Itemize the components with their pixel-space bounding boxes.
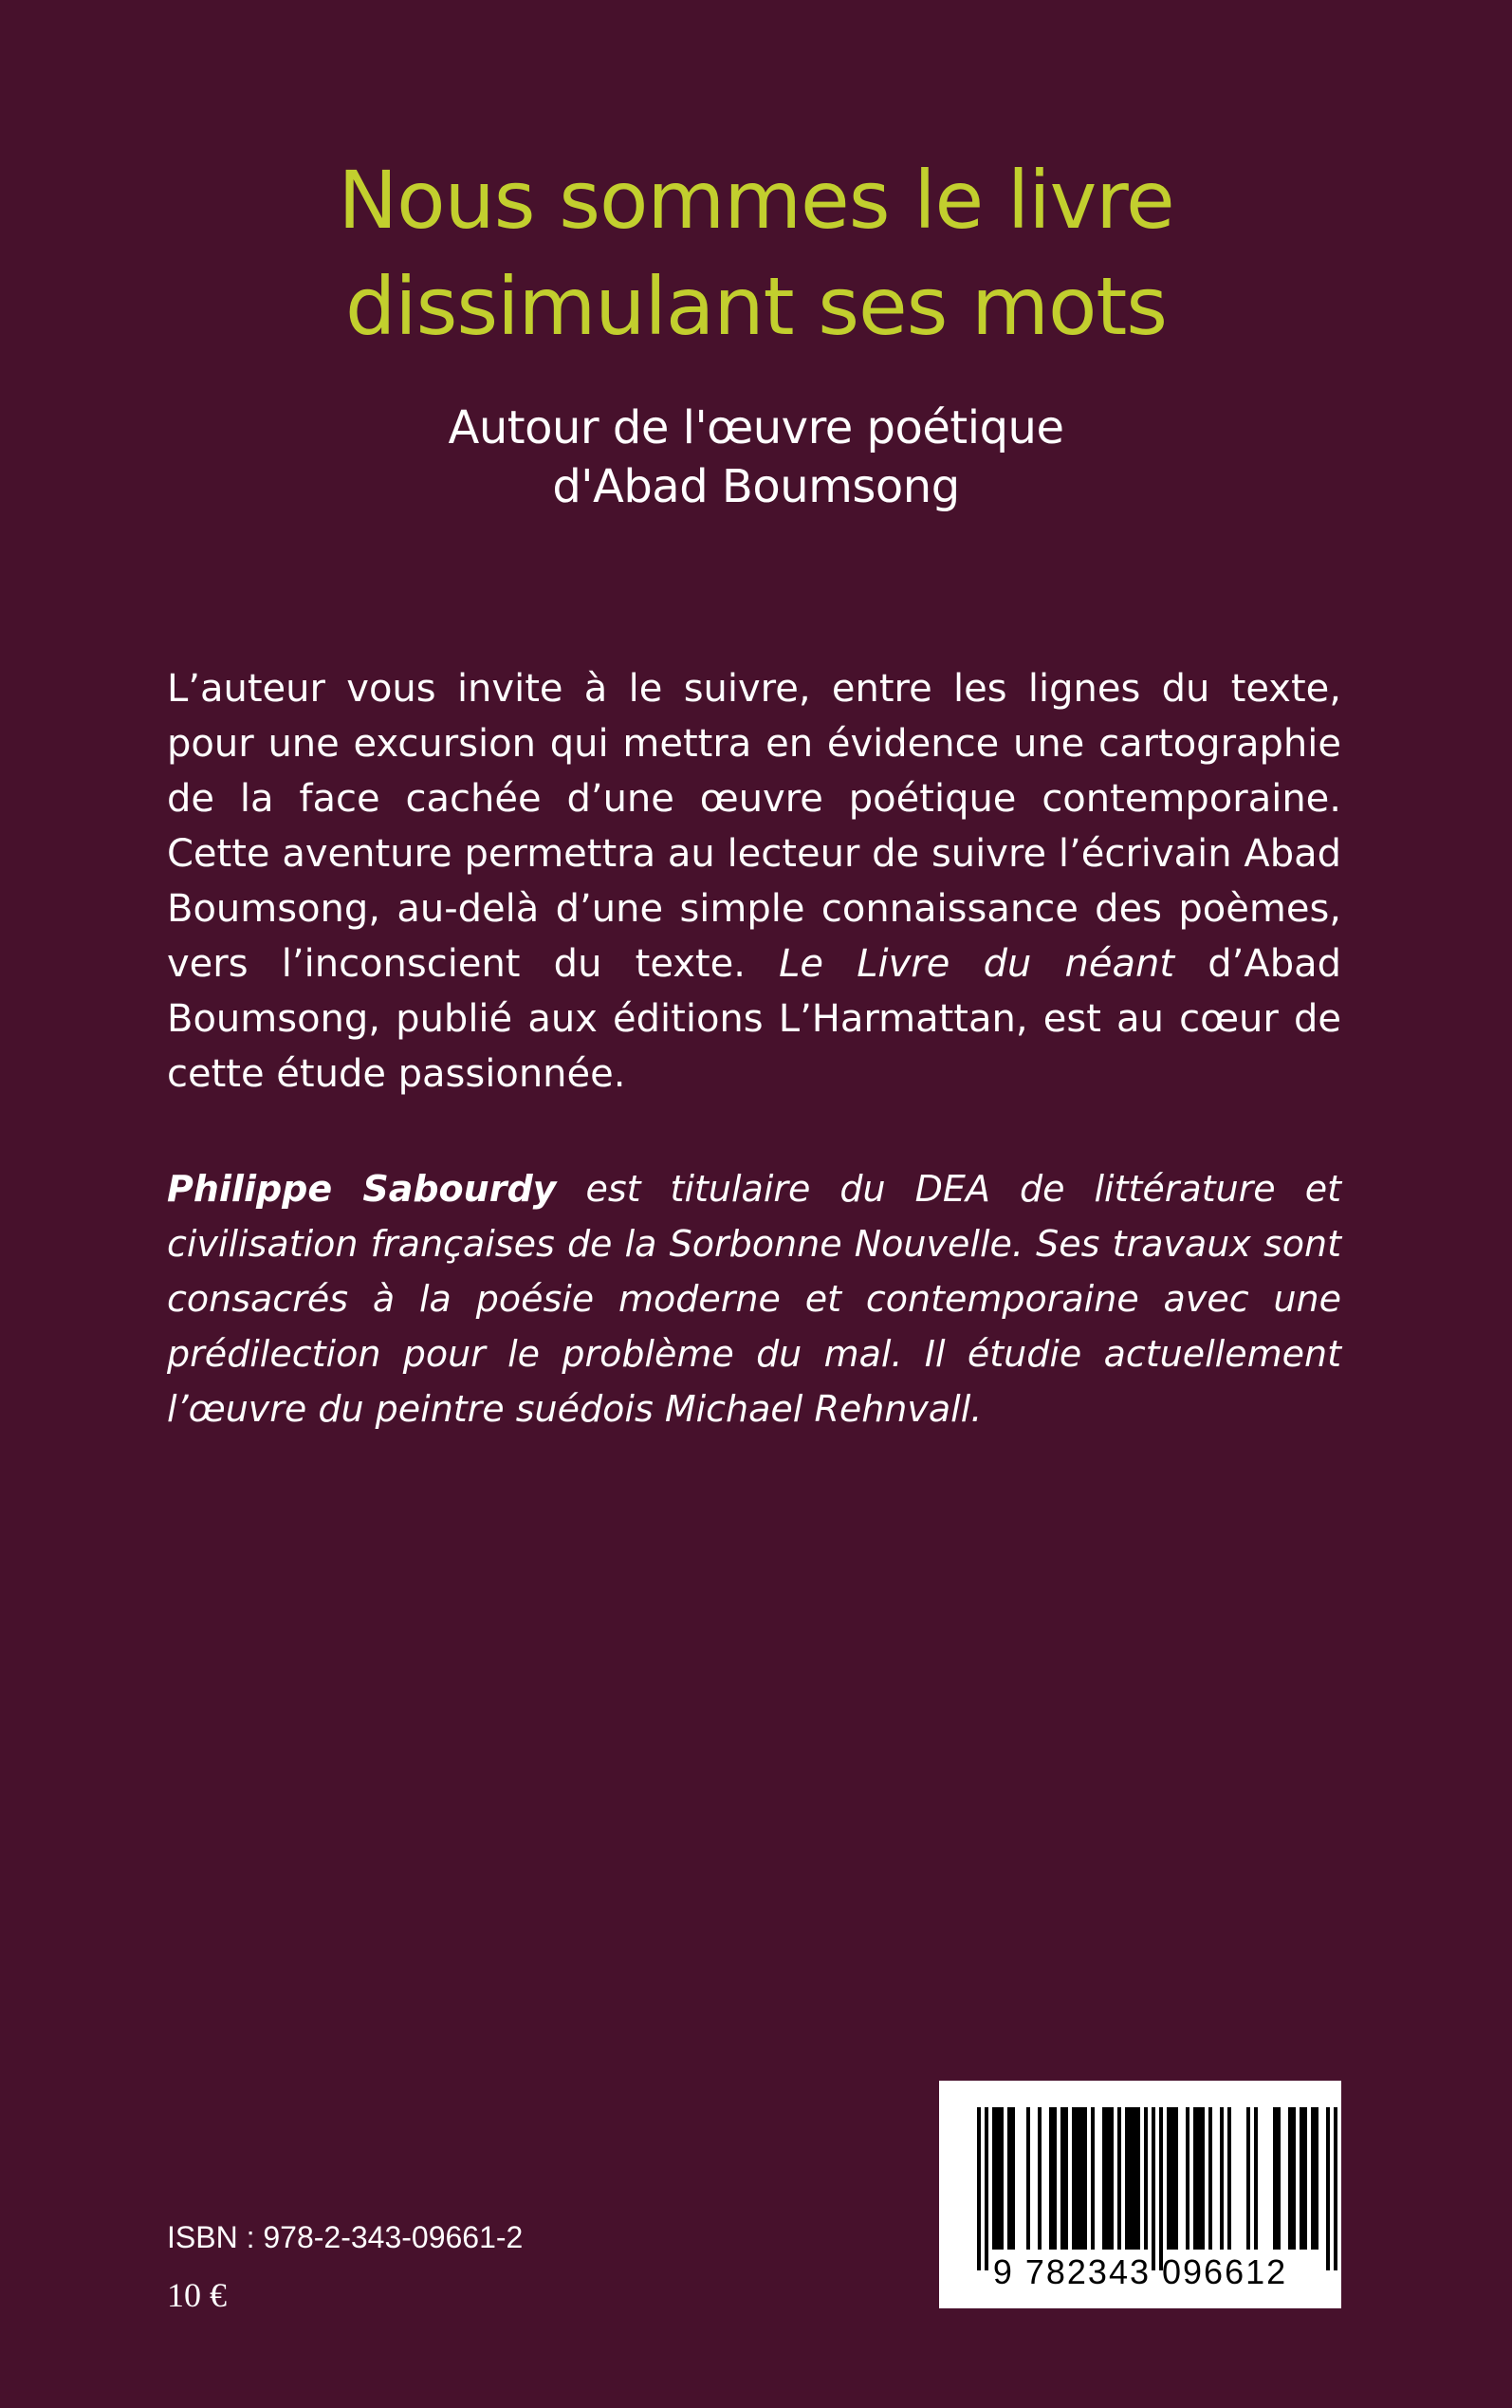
barcode-bar [1227, 2107, 1231, 2250]
barcode-bar [1007, 2107, 1011, 2250]
book-title-line-2: dissimulant ses mots [344, 260, 1168, 353]
isbn-label: ISBN : 978-2-343-09661-2 [167, 2220, 524, 2254]
blurb-text-part-1: L’auteur vous invite à le suivre, entre les lignes du texte, pour une excursion qui mettra en évidence une cartographie de la face cachée d’une œuvre poétique contemporaine. Cette aventure permettra au lecteur de suivre l’écrivain Abad Boumsong, au-delà d’une simple connaissance des poèmes, vers l’inconscient du texte. [167, 667, 1341, 986]
barcode-bar [1254, 2107, 1258, 2250]
barcode-bar [1106, 2107, 1110, 2250]
barcode-bar [1072, 2107, 1076, 2250]
barcode-bar [1133, 2107, 1136, 2250]
barcode-bar [1011, 2107, 1015, 2250]
barcode-bar [1102, 2107, 1106, 2250]
barcode-bar [1277, 2107, 1281, 2250]
barcode-bar [992, 2107, 996, 2250]
barcode-bar [1026, 2107, 1030, 2250]
barcode-bar [1220, 2107, 1224, 2250]
barcode-bar [1303, 2107, 1307, 2250]
barcode-bar [1193, 2107, 1197, 2250]
barcode-bar [1079, 2107, 1083, 2250]
barcode-bar [985, 2107, 988, 2270]
barcode-bar [1208, 2107, 1212, 2250]
barcode-digits: 9 782343 096612 [992, 2252, 1288, 2291]
barcode-bar [1311, 2107, 1315, 2250]
barcode-bar [1038, 2107, 1042, 2250]
book-subtitle [0, 398, 1512, 516]
barcode-bar [1064, 2107, 1068, 2250]
barcode-bar [1060, 2107, 1064, 2250]
author-name: Philippe Sabourdy [167, 1168, 557, 1210]
barcode-bar [996, 2107, 1000, 2250]
barcode-bar [1000, 2107, 1004, 2250]
book-subtitle-line-1: Autour de l'œuvre poétique [448, 401, 1064, 454]
barcode-bar [1083, 2107, 1087, 2250]
barcode-bar [1273, 2107, 1277, 2250]
blurb-text-part-2: d’Abad Boumsong, publié aux éditions L’Harmattan, est au cœur de cette étude passionnée. [167, 942, 1342, 1096]
barcode-bar [1129, 2107, 1133, 2250]
barcode-bar [1091, 2107, 1095, 2250]
barcode-bar [977, 2107, 981, 2270]
barcode-bar [1174, 2107, 1178, 2250]
barcode-bar [1300, 2107, 1303, 2250]
price-label: 10 € [167, 2276, 227, 2314]
barcode-bar [1136, 2107, 1140, 2250]
barcode-bar [1117, 2107, 1121, 2250]
book-title [0, 147, 1512, 360]
barcode-bar [1144, 2107, 1148, 2250]
barcode [939, 2081, 1341, 2308]
blurb-book-title: Le Livre du néant [779, 942, 1175, 986]
barcode-bar [1053, 2107, 1057, 2250]
barcode-bar [1076, 2107, 1079, 2250]
author-bio-paragraph [167, 1161, 1341, 1436]
barcode-bar [1246, 2107, 1250, 2250]
barcode-bar [1110, 2107, 1114, 2250]
barcode-bar [1186, 2107, 1189, 2250]
barcode-bar [1152, 2107, 1155, 2270]
barcode-bar [1159, 2107, 1163, 2270]
barcode-bar [1288, 2107, 1292, 2250]
barcode-bar [1334, 2107, 1337, 2270]
author-bio-text: est titulaire du DEA de littérature et civilisation françaises de la Sorbonne Nouvelle. Ses travaux sont consacrés à la poésie moderne et contemporaine avec une prédilection pour le problème du mal. Il étudie actuellement l’œuvre du peintre suédois Michael Rehnvall. [167, 1168, 1341, 1430]
barcode-bar [1315, 2107, 1318, 2250]
blurb-paragraph [167, 661, 1341, 1102]
barcode-bar [1326, 2107, 1330, 2270]
barcode-bar [1049, 2107, 1053, 2250]
barcode-bar [1171, 2107, 1174, 2250]
barcode-bar [1167, 2107, 1171, 2250]
barcode-bar [1201, 2107, 1205, 2250]
book-subtitle-line-2: d'Abad Boumsong [552, 460, 960, 513]
barcode-bar [1125, 2107, 1129, 2250]
barcode-bar [1292, 2107, 1296, 2250]
book-title-line-1: Nous sommes le livre [338, 154, 1174, 247]
barcode-bar [1197, 2107, 1201, 2250]
